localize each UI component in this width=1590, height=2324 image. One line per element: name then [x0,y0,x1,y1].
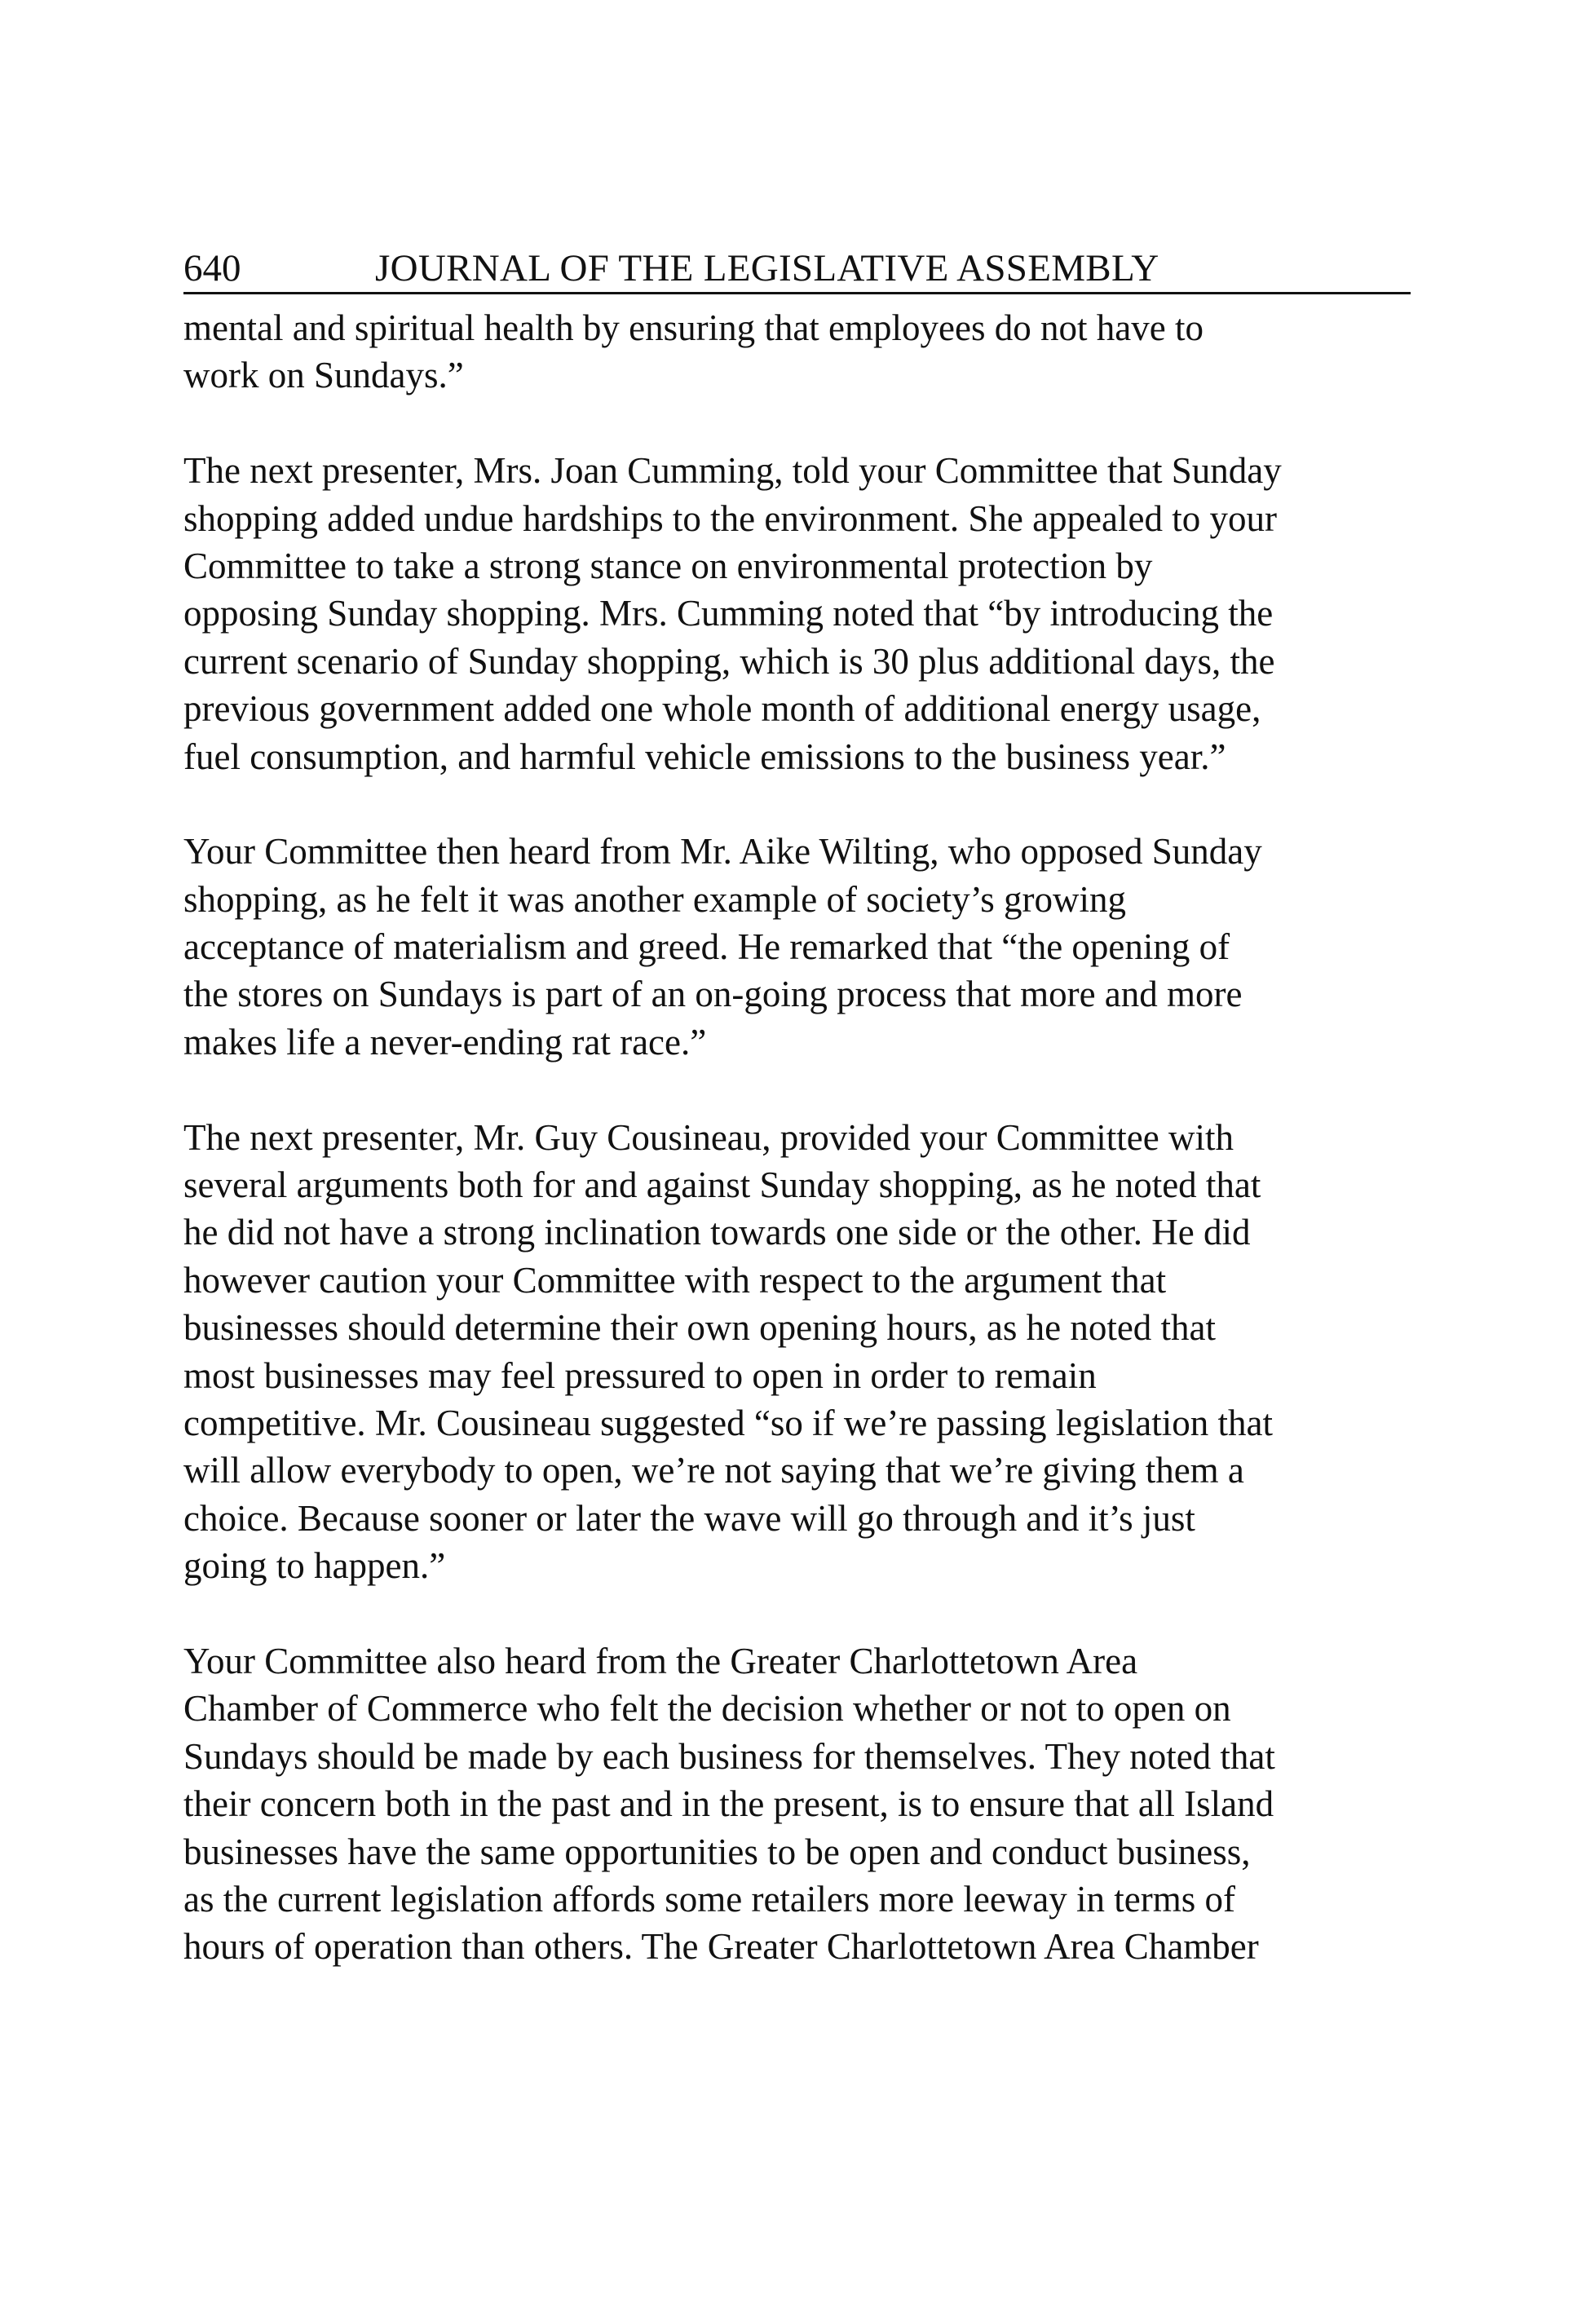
text-line: as the current legislation affords some retailers more leeway in terms of [183,1878,1235,1920]
text-line: opposing Sunday shopping. Mrs. Cumming noted that “by introducing the [183,593,1274,634]
text-line: shopping added undue hardships to the environment. She appealed to your [183,497,1277,539]
text-line: businesses should determine their own opening hours, as he noted that [183,1307,1217,1349]
body-text [183,304,1411,1971]
text-line: going to happen.” [183,1545,446,1587]
text-line: Chamber of Commerce who felt the decision whether or not to open on [183,1688,1231,1730]
text-line: most businesses may feel pressured to open in order to remain [183,1354,1097,1396]
text-line: previous government added one whole month of additional energy usage, [183,688,1261,730]
text-line: makes life a never-ending rat race.” [183,1021,707,1063]
text-line: The next presenter, Mrs. Joan Cumming, told your Committee that Sunday [183,450,1282,492]
text-line: work on Sundays.” [183,355,464,396]
text-line: fuel consumption, and harmful vehicle emissions to the business year.” [183,736,1226,777]
text-line: current scenario of Sunday shopping, which is 30 plus additional days, the [183,640,1275,682]
paragraph-3 [183,828,1411,1066]
text-line: Your Committee then heard from Mr. Aike Wilting, who opposed Sunday [183,831,1262,873]
text-line: Committee to take a strong stance on environmental protection by [183,545,1153,586]
text-line: hours of operation than others. The Greater Charlottetown Area Chamber [183,1926,1259,1968]
text-line: choice. Because sooner or later the wave will go through and it’s just [183,1497,1195,1539]
text-line: will allow everybody to open, we’re not saying that we’re giving them a [183,1450,1244,1491]
text-line: the stores on Sundays is part of an on-going process that more and more [183,974,1243,1015]
running-header [183,245,1411,294]
paragraph-2 [183,447,1411,780]
paragraph-4 [183,1114,1411,1590]
text-line: several arguments both for and against Sunday shopping, as he noted that [183,1164,1261,1206]
page-number: 640 [183,247,241,289]
text-line: however caution your Committee with respect to the argument that [183,1259,1167,1301]
paragraph-1 [183,304,1411,400]
text-line: The next presenter, Mr. Guy Cousineau, provided your Committee with [183,1116,1234,1158]
text-line: acceptance of materialism and greed. He remarked that “the opening of [183,926,1230,968]
text-line: competitive. Mr. Cousineau suggested “so if we’re passing legislation that [183,1402,1273,1443]
text-line: shopping, as he felt it was another example of society’s growing [183,878,1126,920]
text-line: their concern both in the past and in the present, is to ensure that all Island [183,1783,1274,1825]
paragraph-5 [183,1637,1411,1971]
text-line: Sundays should be made by each business for themselves. They noted that [183,1735,1275,1777]
journal-title: JOURNAL OF THE LEGISLATIVE ASSEMBLY [375,247,1159,289]
document-page [183,245,1411,1971]
text-line: Your Committee also heard from the Greater Charlottetown Area [183,1640,1138,1681]
text-line: mental and spiritual health by ensuring that employees do not have to [183,307,1204,348]
text-line: he did not have a strong inclination towards one side or the other. He did [183,1212,1251,1253]
text-line: businesses have the same opportunities to be open and conduct business, [183,1831,1251,1872]
